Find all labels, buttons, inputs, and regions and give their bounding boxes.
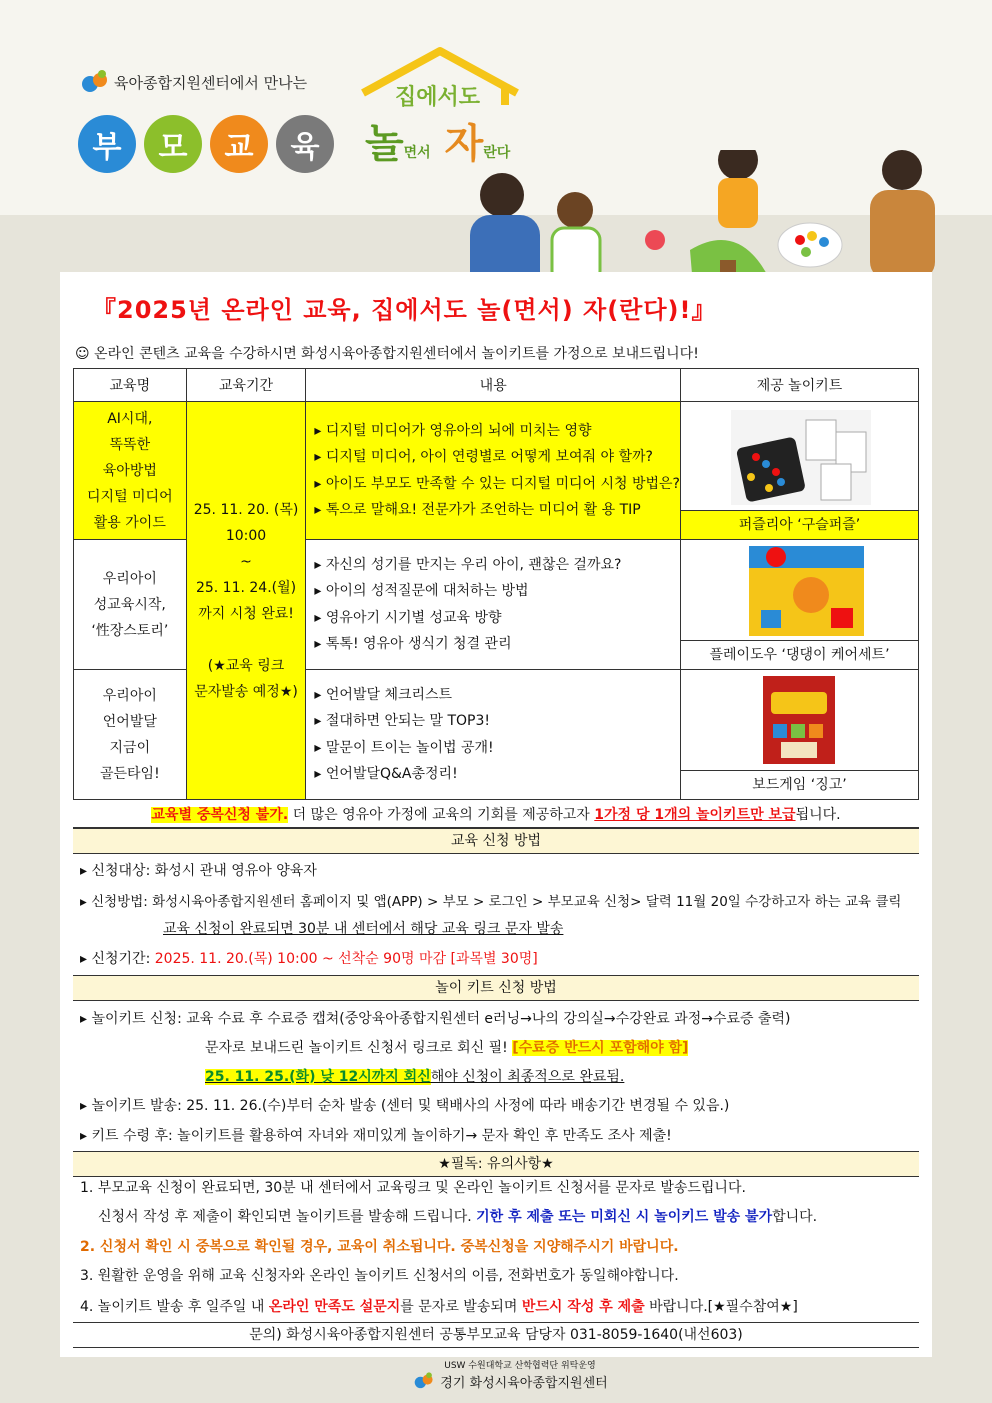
name-line: 육아방법 [102, 462, 157, 479]
badge-mo: 모 [144, 115, 202, 173]
badge-yuk: 육 [276, 115, 334, 173]
header-period: 교육기간 [186, 369, 306, 402]
list-item: ▸ 말문이 트이는 놀이법 공개! [314, 739, 494, 756]
kit-cell-2 [680, 540, 918, 670]
campaign-line1: 집에서도 [395, 85, 481, 110]
note-1b-warning: 기한 후 제출 또는 미회신 시 놀이키드 발송 불가 [476, 1209, 773, 1225]
note-1b-end: 합니다. [772, 1209, 818, 1225]
list-item: ▸ 영유아기 시기별 성교육 방향 [314, 609, 502, 626]
apply-period-label: ▸ 신청기간: [80, 951, 155, 967]
kit-image-playdoh [681, 540, 918, 641]
list-item: ▸ 언어발달Q&A총정리! [314, 766, 458, 782]
note-1b [98, 1206, 817, 1226]
list-item: ▸ 디지털 미디어가 영유아의 뇌에 미치는 영향 [314, 422, 592, 439]
apply-method-2: 교육 신청이 완료되면 30분 내 센터에서 해당 교육 링크 문자 발송 [163, 921, 564, 937]
name-line: 지금이 [109, 739, 151, 756]
name-line: 활용 가이드 [93, 514, 166, 531]
brand [80, 68, 307, 96]
period-line: 25. 11. 20. (목) [193, 501, 299, 518]
kit-notice: ☺ 온라인 콘텐츠 교육을 수강하시면 화성시육아종합지원센터에서 놀이키트를 가정으로 보내드립니다! [75, 346, 699, 362]
kit-reply-required: [수료증 반드시 포함해야 함] [512, 1040, 689, 1056]
note-1: 1. 부모교육 신청이 완료되면, 30분 내 센터에서 교육링크 및 온라인 놀이키트 신청서를 문자로 발송드립니다. [80, 1180, 746, 1196]
footer-org-name: 경기 화성시육아종합지원센터 [440, 1375, 608, 1391]
name-line: ‘性장스토리’ [91, 622, 169, 639]
kit-shipping-line: ▸ 놀이키트 발송: 25. 11. 26.(수)부터 순차 발송 (센터 및 택배사의 사정에 따라 배송기간 변경될 수 있음.) [80, 1098, 730, 1114]
brand-text: 육아종합지원센터에서 만나는 [114, 73, 308, 92]
table-header-row [74, 369, 919, 402]
period-line: 문자발송 예정★) [194, 683, 298, 700]
period-line [187, 627, 306, 653]
program-name-1 [74, 402, 187, 540]
note-1b-text: 신청서 작성 후 제출이 확인되면 놀이키트를 발송해 드립니다. [98, 1209, 477, 1225]
note-4-survey: 온라인 만족도 설문지 [268, 1299, 401, 1315]
list-item: ▸ 아이도 부모도 만족할 수 있는 디지털 미디어 시청 방법은? [314, 475, 680, 492]
name-line: AI시대, [107, 410, 153, 427]
dup-warning: 교육별 중복신청 불가. [151, 807, 289, 823]
center-logo-icon [412, 1371, 436, 1391]
campaign-big2: 자 [444, 121, 484, 167]
footer-org [360, 1371, 660, 1391]
kit-receipt-line: ▸ 키트 수령 후: 놀이키트를 활용하여 자녀와 재미있게 놀이하기→ 문자 확인 후 만족도 조사 제출! [80, 1128, 672, 1144]
section-kit-title: 놀이 키트 신청 방법 [73, 975, 919, 1001]
kit-name-3: 보드게임 ‘징고’ [752, 777, 847, 793]
kit-deadline: 25. 11. 25.(화) 낮 12시까지 회신 [205, 1069, 431, 1085]
parent-education-badges [78, 115, 334, 173]
kit-cell-1 [680, 402, 918, 540]
content-list-2 [306, 540, 681, 670]
header-kit: 제공 놀이키트 [680, 369, 918, 402]
dup-text: 더 많은 영유아 가정에 교육의 기회를 제공하고자 [288, 807, 595, 823]
apply-method: ▸ 신청방법: 화성시육아종합지원센터 홈페이지 및 앱(APP) > 부모 > 로그인 > 부모교육 신청> 달력 11월 20일 수강하고자 하는 교육 클릭 [80, 894, 902, 910]
note-4 [80, 1296, 798, 1316]
program-period [186, 402, 306, 800]
name-line: 골든타임! [99, 765, 160, 782]
note-4-required: 반드시 작성 후 제출 [521, 1299, 645, 1315]
list-item: ▸ 아이의 성적질문에 대처하는 방법 [314, 583, 529, 599]
footer-operator: USW 수원대학교 산학협력단 위탁운영 [444, 1361, 596, 1371]
contact-line: 문의) 화성시육아종합지원센터 공통부모교육 담당자 031-8059-1640(내선603) [73, 1322, 919, 1348]
header-program: 교육명 [74, 369, 187, 402]
section-apply-title: 교육 신청 방법 [73, 828, 919, 854]
period-line: ~ [240, 553, 252, 570]
kit-deadline-text: 해야 신청이 최종적으로 완료됨. [430, 1069, 625, 1085]
program-name-3 [74, 670, 187, 800]
note-4-a: 4. 놀이키트 발송 후 일주일 내 [80, 1299, 269, 1315]
name-line: 우리아이 [102, 570, 157, 587]
kit-image-puzzle [681, 402, 918, 511]
campaign-small1: 면서 [403, 145, 431, 161]
program-table [73, 368, 919, 800]
name-line: 우리아이 [102, 687, 157, 704]
list-item: ▸ 디지털 미디어, 아이 연령별로 어떻게 보여줘 야 할까? [314, 449, 653, 465]
badge-bu: 부 [78, 115, 136, 173]
page-title: 『2025년 온라인 교육, 집에서도 놀(면서) 자(란다)!』 [92, 296, 717, 324]
note-3: 3. 원활한 운영을 위해 교육 신청자와 온라인 놀이키트 신청서의 이름, 전화번호가 동일해야합니다. [80, 1268, 679, 1284]
period-line: 25. 11. 24.(월) [195, 579, 297, 596]
kit-reply-text: 문자로 보내드린 놀이키트 신청서 링크로 회신 필! [205, 1040, 513, 1056]
kit-deadline-line [205, 1066, 624, 1086]
list-item: ▸ 톡톡! 영유아 생식기 청결 관리 [314, 636, 512, 652]
dup-limit: 1가정 당 1개의 놀이키트만 보급 [594, 807, 796, 823]
name-line: 성교육시작, [93, 596, 166, 613]
period-line: (★교육 링크 [207, 657, 285, 674]
period-line: 10:00 [225, 527, 267, 544]
content-list-1 [306, 402, 681, 540]
kit-reply-line [205, 1037, 688, 1057]
header-content: 내용 [306, 369, 681, 402]
list-item: ▸ 자신의 성기를 만지는 우리 아이, 괜찮은 걸까요? [314, 556, 622, 573]
apply-target: ▸ 신청대상: 화성시 관내 영유아 양육자 [80, 863, 317, 879]
campaign-big1: 놀 [365, 121, 404, 167]
kit-name-2: 플레이도우 ‘댕댕이 케어세트’ [709, 647, 890, 663]
apply-period [80, 948, 538, 968]
table-row [74, 402, 919, 540]
list-item: ▸ 톡으로 말해요! 전문가가 조언하는 미디어 활 용 TIP [314, 502, 641, 518]
content-list-3 [306, 670, 681, 800]
kit-image-zingo [681, 670, 918, 771]
list-item: ▸ 언어발달 체크리스트 [314, 686, 453, 703]
footer [360, 1358, 660, 1391]
program-name-2 [74, 540, 187, 670]
name-line: 디지털 미디어 [87, 488, 173, 505]
dup-end: 됩니다. [795, 807, 841, 823]
note-4-e: 바랍니다.[★필수참여★] [644, 1299, 798, 1315]
note-2: 2. 신청서 확인 시 중복으로 확인될 경우, 교육이 취소됩니다. 중복신청을 지양해주시기 바랍니다. [80, 1239, 679, 1255]
note-4-c: 를 문자로 발송되며 [400, 1299, 522, 1315]
center-logo-icon [80, 68, 110, 96]
kit-apply-line: ▸ 놀이키트 신청: 교육 수료 후 수료증 캡쳐(중앙육아종합지원센터 e러닝→나의 강의실→수강완료 과정→수료증 출력) [80, 1011, 791, 1027]
list-item: ▸ 절대하면 안되는 말 TOP3! [314, 713, 490, 729]
name-line: 언어발달 [102, 713, 157, 730]
badge-gyo: 교 [210, 115, 268, 173]
duplicate-notice [73, 803, 919, 828]
period-line: 까지 시청 완료! [198, 605, 294, 622]
kit-cell-3 [680, 670, 918, 800]
campaign-small2: 란다 [483, 145, 511, 161]
apply-period-value: 2025. 11. 20.(목) 10:00 ~ 선착순 90명 마감 [과목별 30명] [154, 951, 538, 967]
name-line: 똑똑한 [109, 436, 151, 453]
section-notes-title: ★필독: 유의사항★ [73, 1151, 919, 1177]
kit-name-1: 퍼즐리아 ‘구슬퍼즐’ [681, 511, 918, 539]
